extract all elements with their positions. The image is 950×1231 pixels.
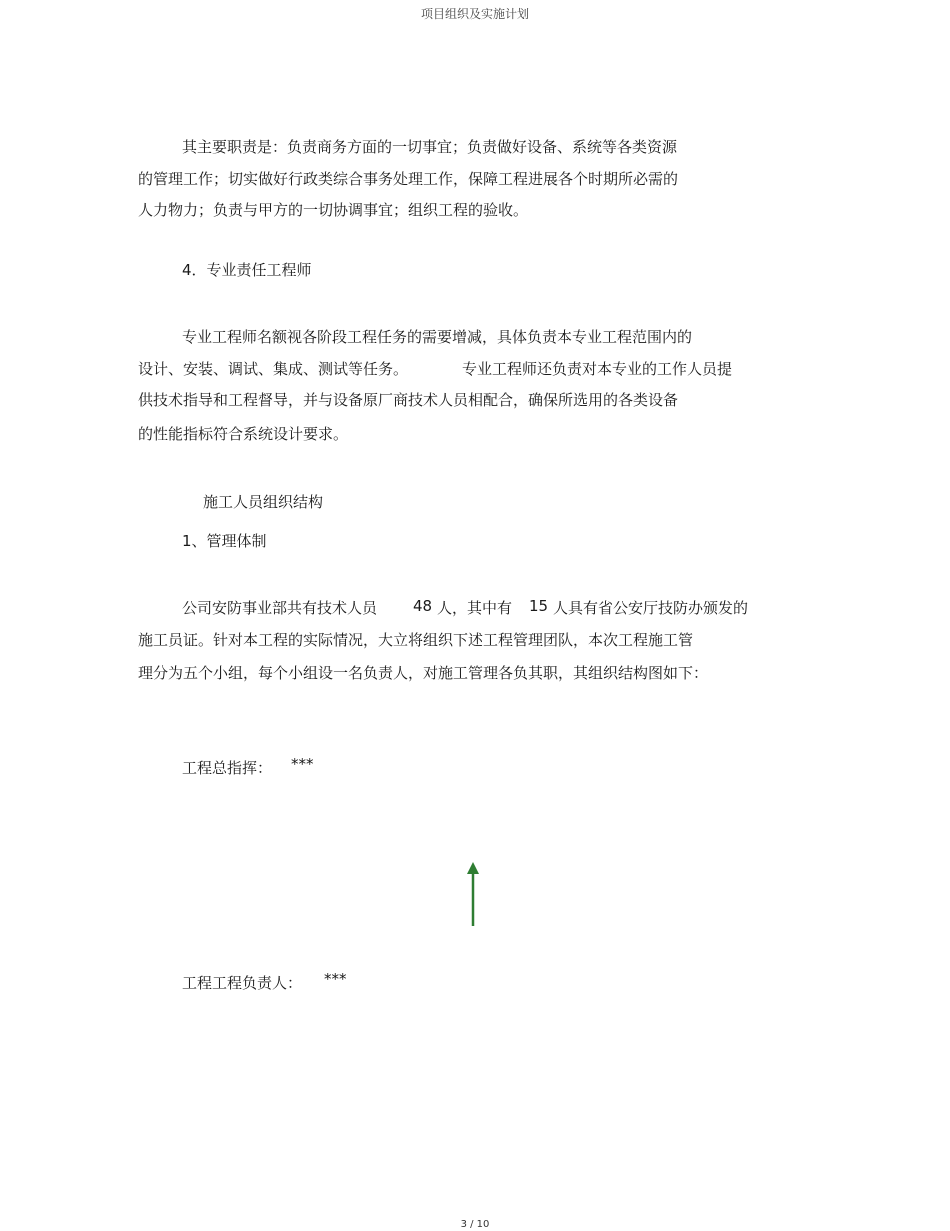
subheading-management: 1、管理体制 [182,532,267,550]
section-heading-engineer: 4．专业责任工程师 [182,261,312,279]
paragraph-line: 施工员证。针对本工程的实际情况，大立将组织下述工程管理团队，本次工程施工管 [138,631,694,649]
paragraph-line: 专业工程师名额视各阶段工程任务的需要增减，具体负责本专业工程范围内的 [182,328,693,346]
manager-value: *** [324,970,347,988]
commander-label: 工程总指挥： [182,759,273,777]
paragraph-line: 专业工程师还负责对本专业的工作人员提 [462,360,733,378]
commander-value: *** [291,755,314,773]
certified-count: 15 [529,597,549,615]
paragraph-line: 设计、安装、调试、集成、测试等任务。 [138,360,409,378]
paragraph-line: 供技术指导和工程督导，并与设备原厂商技术人员相配合，确保所选用的各类设备 [138,391,679,409]
paragraph-line: 的管理工作；切实做好行政类综合事务处理工作，保障工程进展各个时期所必需的 [138,170,679,188]
paragraph-line: 公司安防事业部共有技术人员 [182,599,378,617]
paragraph-line: 的性能指标符合系统设计要求。 [138,425,349,443]
paragraph-line: 人具有省公安厅技防办颁发的 [553,599,749,617]
paragraph-line: 人，其中有 [437,599,513,617]
paragraph-line: 人力物力；负责与甲方的一切协调事宜；组织工程的验收。 [138,201,529,219]
page-header-title: 项目组织及实施计划 [420,7,529,21]
paragraph-line: 理分为五个小组，每个小组设一名负责人，对施工管理各负其职，其组织结构图如下： [138,664,709,682]
paragraph-line: 其主要职责是：负责商务方面的一切事宜；负责做好设备、系统等各类资源 [182,138,678,156]
section-heading-org: 施工人员组织结构 [203,493,324,511]
staff-count: 48 [413,597,433,615]
arrow-up-icon [464,862,482,928]
page-number: 3 / 10 [460,1219,490,1230]
manager-label: 工程工程负责人： [182,974,303,992]
